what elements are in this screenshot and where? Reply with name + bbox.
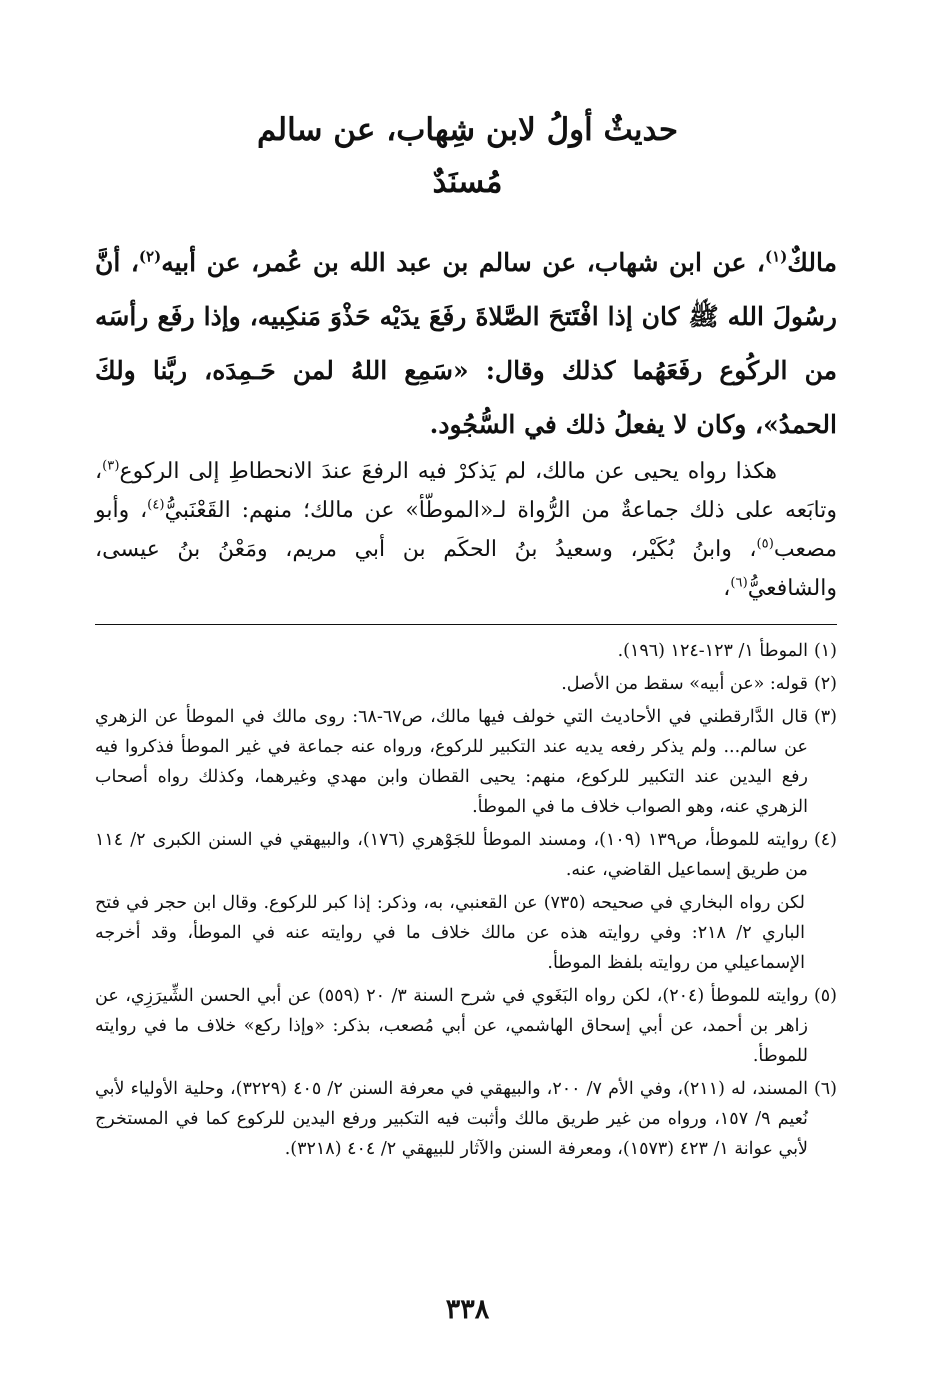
hadith-chain: ، عن ابن شهاب، عن سالم بن عبد الله بن عُمر، عن أبيه [161, 248, 766, 277]
page-number: ٣٣٨ [445, 1294, 490, 1325]
footnote-number: (٦) [813, 1079, 837, 1099]
footnote-ref-1: (١) [765, 247, 788, 266]
hadith-narrator: مالكٌ [787, 248, 837, 277]
footnote-ref-6: (٦) [730, 575, 748, 591]
footnote-text: المسند، له (٢١١)، وفي الأم ٧/ ٢٠٠، والبيهقي في معرفة السنن ٢/ ٤٠٥ (٣٢٢٩)، وحلية الأولياء لأبي نُعيم ٩/ ١٥٧، ورواه من غير طريق مالك وأثبت فيه التكبير ورفع اليدين للركوع كما في المستخرج لأبي عوانة ١/ ٤٢٣ (١٥٧٣)، ومعرفة السنن والآثار للبيهقي ٢/ ٤٠٤ (٣٢١٨). [95, 1079, 808, 1159]
footnote-text: قوله: «عن أبيه» سقط من الأصل. [561, 674, 808, 694]
footnote-ref-2: (٢) [138, 247, 162, 266]
footnote-2 [95, 669, 837, 699]
footnote-ref-3: (٣) [102, 458, 120, 474]
footnote-1 [95, 636, 837, 666]
footnote-number: (٥) [813, 986, 837, 1006]
footnote-number: (١) [813, 641, 837, 661]
footnote-6 [95, 1074, 837, 1164]
footnote-4-continuation: لكن رواه البخاري في صحيحه (٧٣٥) عن القعنبي، به، وذكر: إذا كبر للركوع. وقال ابن حجر في فتح الباري ٢/ ٢١٨: وفي روايته هذه عن مالك خلاف ما في روايته عنه في الموطأ، وقد أخرجه الإسماعيلي من روايته بلفظ الموطأ. [95, 893, 806, 973]
footnote-5 [95, 981, 837, 1071]
commentary-segment: ، وتابَعه على ذلك جماعةٌ من الرُّواة لـ«الموطّأ» عن مالك؛ منهم: القَعْنَبيُّ [95, 459, 837, 523]
chapter-title: حديثٌ أولُ لابن شِهاب، عن سالم [257, 112, 678, 148]
footnote-text: روايته للموطأ (٢٠٤)، لكن رواه البَغَوي في شرح السنة ٣/ ٢٠ (٥٥٩) عن أبي الحسن الشِّيرَزِي، عن زاهر بن أحمد، عن أبي إسحاق الهاشمي، عن أبي مُصعب، بذكر: «وإذا ركع» خلاف ما في روايته للموطأ. [95, 986, 808, 1066]
hadith-text [95, 236, 837, 452]
commentary-text [95, 452, 837, 608]
footnote-number: (٣) [813, 707, 837, 727]
chapter-subtitle: مُسنَدٌ [432, 164, 503, 200]
footnote-separator [95, 624, 837, 625]
footnote-3 [95, 702, 837, 822]
footnote-text: قال الدَّارقطني في الأحاديث التي خولف فيها مالك، ص٦٧-٦٨: روى مالك في الموطأ عن الزهري عن سالم... ولم يذكر رفعه يديه عند التكبير للركوع، ورواه عنه جماعة في غير الموطأ فذكروا فيه رفع اليدين عند التكبير للركوع، منهم: يحيى القطان وابن مهدي وغيرهما، وكذلك رواه أصحاب الزهري عنه، وهو الصواب خلاف ما في الموطأ. [95, 707, 808, 817]
footnote-text: الموطأ ١/ ١٢٣-١٢٤ (١٩٦). [617, 641, 808, 661]
commentary-segment: ، وأبو مصعب [95, 498, 837, 562]
footnote-4 [95, 825, 837, 885]
footnote-number: (٤) [813, 830, 837, 850]
commentary-segment: ، [723, 576, 731, 601]
footnotes [95, 636, 837, 1167]
footnote-number: (٢) [813, 674, 837, 694]
hadith-matn: ، أنَّ رسُولَ الله ﷺ كان إذا افْتَتحَ الصَّلاةَ رفَعَ يدَيْه حَذْوَ مَنكِبيه، وإذا رفَع رأسَه من الركُوع رفَعَهُما كذلك وقال: «سَمِع اللهُ لمن حَـمِدَه، ربَّنا ولكَ الحمدُ»، وكان لا يفعلُ ذلك في السُّجُود. [95, 248, 837, 439]
hadith-paragraph [95, 236, 837, 452]
commentary-segment: هكذا رواه يحيى عن مالك، لم يَذكرْ فيه الرفعَ عندَ الانحطاطِ إلى الركوع [119, 459, 777, 484]
commentary-segment: ، وابنُ بُكَيْر، وسعيدُ بنُ الحكَم بن أبي مريم، ومَعْنُ بنُ عيسى، والشافعيُّ [95, 537, 837, 601]
footnote-ref-4: (٤) [147, 497, 165, 513]
commentary-paragraph [95, 452, 837, 608]
footnote-text: روايته للموطأ، ص١٣٩ (١٠٩)، ومسند الموطأ للجَوْهري (١٧٦)، والبيهقي في السنن الكبرى ٢/ ١١٤ من طريق إسماعيل القاضي، عنه. [95, 830, 808, 880]
footnote-ref-5: (٥) [756, 536, 774, 552]
